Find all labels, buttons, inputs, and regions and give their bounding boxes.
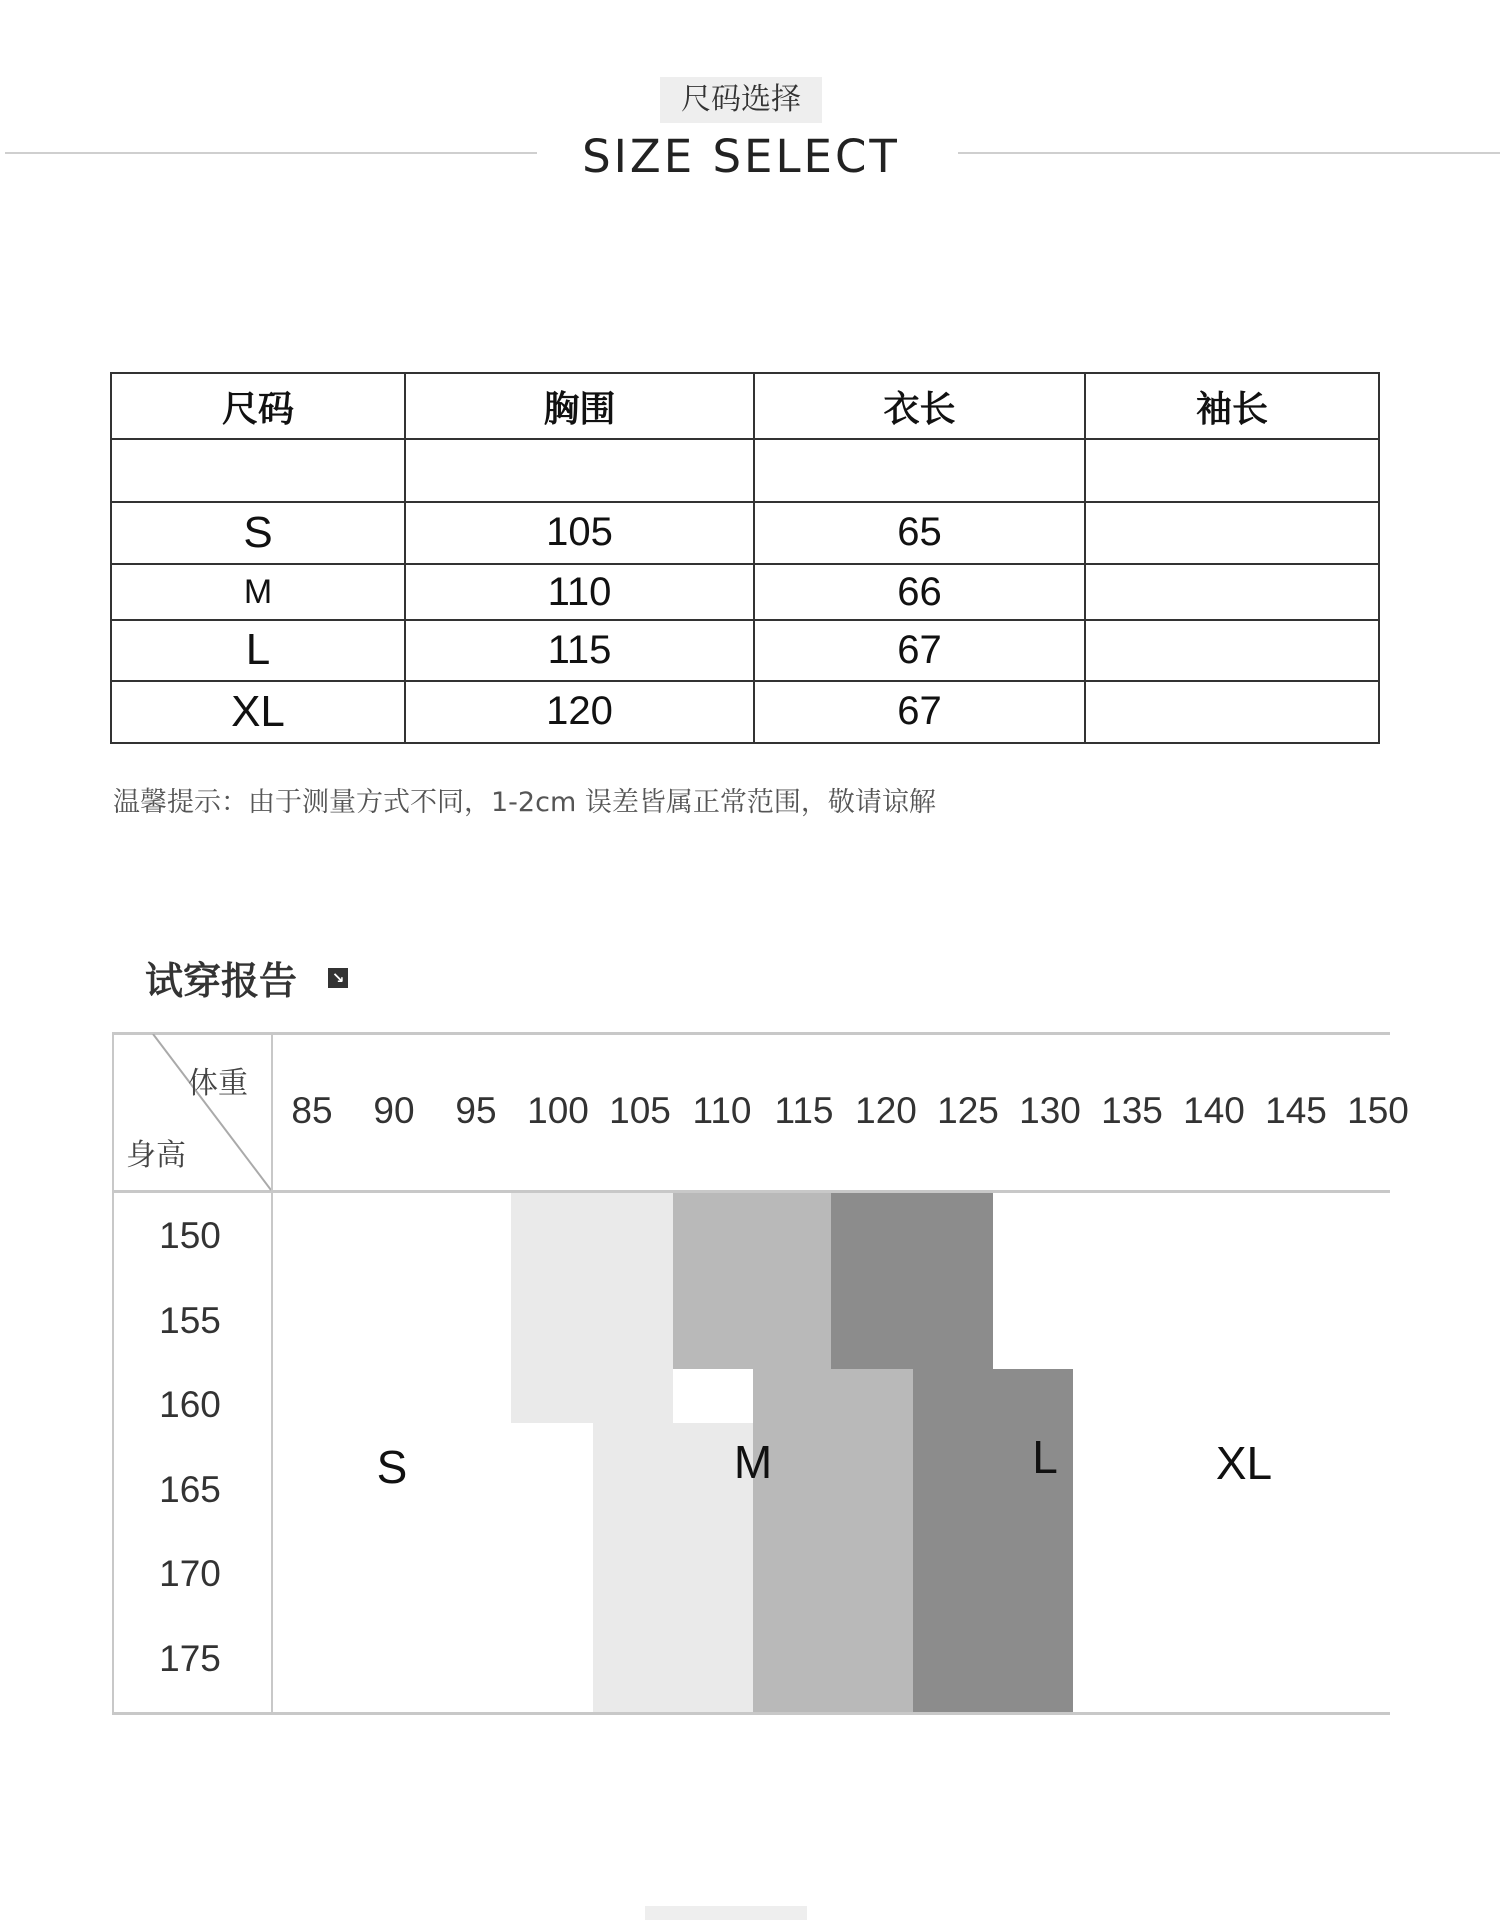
weight-tick: 150 [1347, 1090, 1409, 1131]
cell-sleeve [1085, 620, 1379, 680]
measurement-note: 温馨提示：由于测量方式不同，1-2cm 误差皆属正常范围，敬请谅解 [113, 787, 936, 818]
zone-xl-band-lower [913, 1369, 1073, 1713]
cell-sleeve [1085, 564, 1379, 620]
cell-chest: 110 [405, 564, 754, 620]
cell-chest: 105 [405, 502, 754, 564]
cell-length: 65 [754, 502, 1085, 564]
cell-size: M [111, 564, 405, 620]
height-tick: 155 [159, 1299, 221, 1341]
col-sleeve: 袖长 [1085, 373, 1379, 439]
weight-tick: 100 [527, 1090, 589, 1131]
grid-bottom-border [113, 1712, 1390, 1715]
size-table [110, 372, 1380, 744]
cell-chest: 120 [405, 681, 754, 743]
height-tick: 170 [159, 1553, 221, 1594]
weight-tick: 140 [1183, 1090, 1245, 1131]
cell-length [754, 439, 1085, 501]
weight-tick: 110 [692, 1090, 752, 1131]
weight-tick: 135 [1101, 1090, 1163, 1131]
table-row [111, 564, 1379, 620]
header-divider-right [958, 152, 1500, 154]
cell-chest: 115 [405, 620, 754, 680]
zone-xl-band-upper [831, 1193, 993, 1369]
height-tick: 175 [159, 1637, 221, 1679]
col-chest: 胸围 [405, 373, 754, 439]
weight-axis-label: 体重 [188, 1066, 248, 1101]
cell-size: XL [111, 681, 405, 743]
cell-size [111, 439, 405, 501]
cell-length: 67 [754, 681, 1085, 743]
section-title: SIZE SELECT [582, 130, 900, 183]
zone-m-band-lower [593, 1423, 753, 1713]
weight-tick: 125 [937, 1090, 999, 1131]
grid-top-border [113, 1032, 1390, 1035]
weight-tick: 95 [455, 1090, 497, 1131]
header-divider-left [5, 152, 537, 154]
table-row [111, 620, 1379, 680]
size-table-header [111, 373, 1379, 439]
weight-tick: 85 [291, 1090, 333, 1131]
zone-label-l: L [1032, 1431, 1058, 1483]
cell-size: S [111, 502, 405, 564]
table-row [111, 502, 1379, 564]
cell-length: 66 [754, 564, 1085, 620]
weight-tick: 90 [373, 1090, 415, 1131]
grid-column-divider [271, 1032, 273, 1715]
grid-header-divider [113, 1190, 1390, 1193]
section-badge: 尺码选择 [660, 77, 822, 123]
cell-length: 67 [754, 620, 1085, 680]
table-row [111, 681, 1379, 743]
zone-l-band-lower [753, 1369, 913, 1713]
weight-tick: 120 [855, 1090, 917, 1131]
table-row [111, 439, 1379, 501]
zone-m-band-upper [511, 1193, 673, 1423]
cell-sleeve [1085, 439, 1379, 501]
zone-label-m: M [733, 1436, 773, 1488]
zone-label-s: S [376, 1441, 408, 1493]
weight-tick: 130 [1019, 1090, 1081, 1131]
zone-l-band-upper [673, 1193, 831, 1369]
weight-tick: 115 [774, 1090, 834, 1131]
arrow-box-icon: ↘ [328, 968, 348, 988]
cell-chest [405, 439, 754, 501]
col-size: 尺码 [111, 373, 405, 439]
weight-tick: 145 [1265, 1090, 1327, 1131]
height-tick: 150 [159, 1215, 221, 1256]
fit-report-title: 试穿报告 [145, 959, 298, 1003]
height-tick: 165 [159, 1468, 221, 1510]
weight-tick: 105 [609, 1090, 671, 1131]
next-section-badge [645, 1906, 807, 1920]
cell-sleeve [1085, 681, 1379, 743]
cell-sleeve [1085, 502, 1379, 564]
cell-size: L [111, 620, 405, 680]
zone-label-xl: XL [1215, 1437, 1273, 1489]
col-length: 衣长 [754, 373, 1085, 439]
height-tick: 160 [159, 1384, 221, 1425]
height-axis-label: 身高 [126, 1138, 186, 1173]
